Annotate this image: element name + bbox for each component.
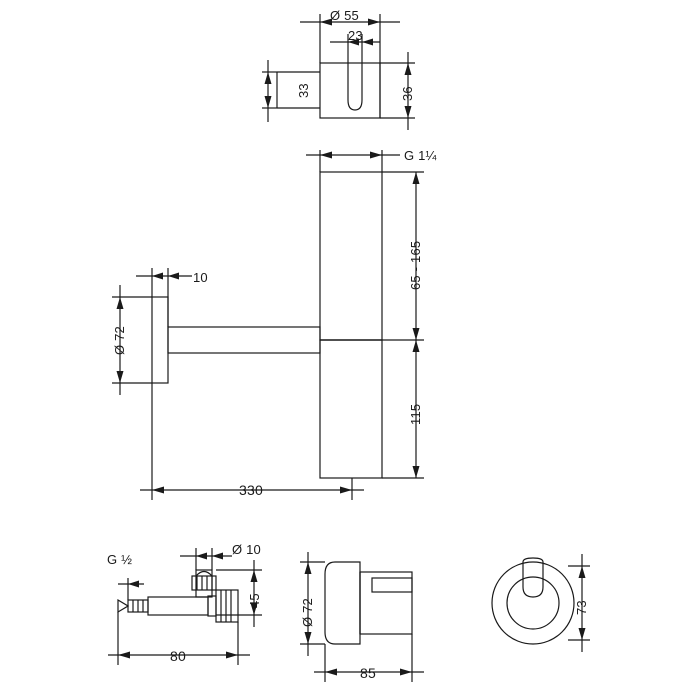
trap-bottle <box>320 340 382 478</box>
escutcheon-front-outer-circle <box>492 562 574 644</box>
label-trap-thread: G 1¼ <box>404 148 437 163</box>
label-trap-plate-diameter: Ø 72 <box>112 326 127 355</box>
label-escutcheon-side-diameter: Ø 72 <box>300 598 315 627</box>
escutcheon-front-inner-circle <box>507 577 559 629</box>
trap-upper-tube <box>320 172 382 340</box>
trap-wall-flange <box>152 297 168 383</box>
label-top-depth-right: 36 <box>400 86 415 101</box>
label-valve-length: 80 <box>170 648 186 664</box>
trap-horizontal-arm <box>168 327 320 353</box>
escutcheon-side-stub <box>372 578 412 592</box>
top-escutcheon-slot <box>348 63 362 110</box>
label-trap-total-length: 330 <box>239 482 263 498</box>
label-trap-adjust-range: 65 - 165 <box>408 240 423 290</box>
escutcheon-side-block <box>360 572 412 634</box>
label-valve-inlet-thread: G ½ <box>107 552 133 567</box>
escutcheon-side-body <box>325 562 360 644</box>
label-top-outer-diameter: Ø 55 <box>330 8 359 23</box>
label-trap-plate-thickness: 10 <box>193 270 208 285</box>
label-escutcheon-side-length: 85 <box>360 665 376 681</box>
label-valve-height: 45 <box>247 593 262 608</box>
label-escutcheon-front-height: 73 <box>574 600 589 615</box>
label-valve-outlet-diameter: Ø 10 <box>232 542 261 557</box>
valve-body <box>148 597 208 615</box>
valve-handle <box>216 590 238 622</box>
label-top-depth-left: 33 <box>296 83 311 98</box>
label-top-inner-width: 23 <box>348 28 363 43</box>
top-escutcheon-body <box>320 63 380 118</box>
label-trap-lower-height: 115 <box>408 403 423 425</box>
